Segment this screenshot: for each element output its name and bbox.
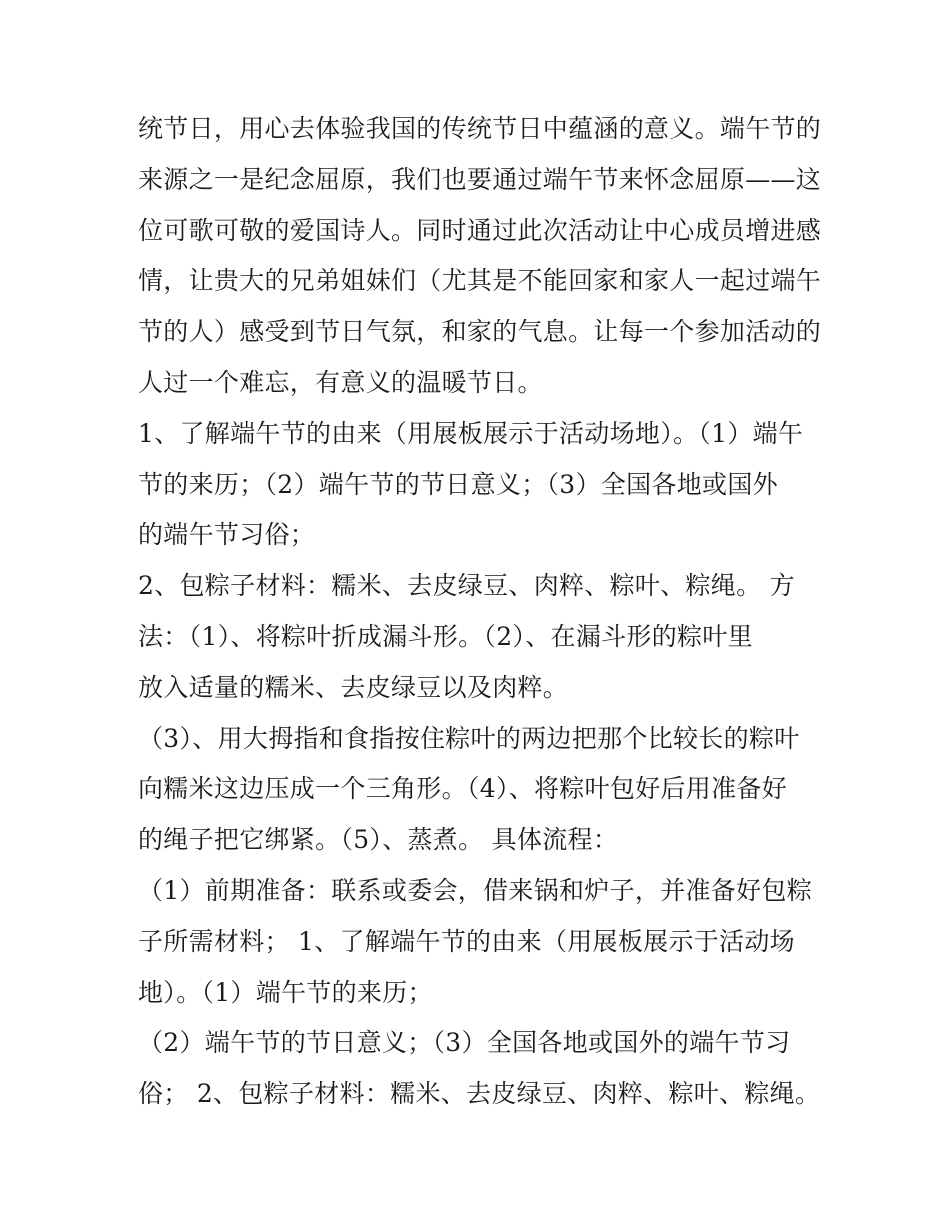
text-line-9: 的端午节习俗； [138,520,316,550]
text-line-7: 1、了解端午节的由来（用展板展示于活动场地）。（1）端午 [138,418,804,448]
text-line-10: 2、包粽子材料：糯米、去皮绿豆、肉粹、粽叶、粽绳。 方 [138,571,795,601]
text-line-11: 法：（1）、将粽叶折成漏斗形。（2）、在漏斗形的粽叶里 [138,621,753,651]
text-line-5: 节的人）感受到节日气氛，和家的气息。让每一个参加活动的 [138,317,822,347]
text-line-3: 位可歌可敬的爱国诗人。同时通过此次活动让中心成员增进感 [138,215,822,245]
text-line-14: 向糯米这边压成一个三角形。（4）、将粽叶包好后用准备好 [138,774,788,804]
text-line-13: （3）、用大拇指和食指按住粽叶的两边把那个比较长的粽叶 [138,723,800,753]
text-line-12: 放入适量的糯米、去皮绿豆以及肉粹。 [138,672,569,702]
text-line-20: 俗； 2、包粽子材料：糯米、去皮绿豆、肉粹、粽叶、粽绳。 [138,1079,821,1109]
text-line-16: （1）前期准备：联系或委会，借来锅和炉子，并准备好包粽 [138,875,813,905]
text-line-15: 的绳子把它绑紧。（5）、蒸煮。 具体流程： [138,825,619,855]
text-line-1: 统节日，用心去体验我国的传统节日中蕴涵的意义。端午节的 [138,114,822,143]
text-line-8: 节的来历；（2）端午节的节日意义；（3）全国各地或国外 [138,469,778,499]
text-line-4: 情，让贵大的兄弟姐妹们（尤其是不能回家和家人一起过端午 [138,266,822,296]
text-line-6: 人过一个难忘，有意义的温暖节日。 [138,367,543,397]
document-body [138,104,822,1120]
text-line-18: 地）。（1）端午节的来历； [138,977,433,1007]
text-line-2: 来源之一是纪念屈原，我们也要通过端午节来怀念屈原——这 [138,164,822,194]
text-line-19: （2）端午节的节日意义；（3）全国各地或国外的端午节习 [138,1028,791,1058]
text-line-17: 子所需材料； 1、了解端午节的由来（用展板展示于活动场 [138,926,795,956]
